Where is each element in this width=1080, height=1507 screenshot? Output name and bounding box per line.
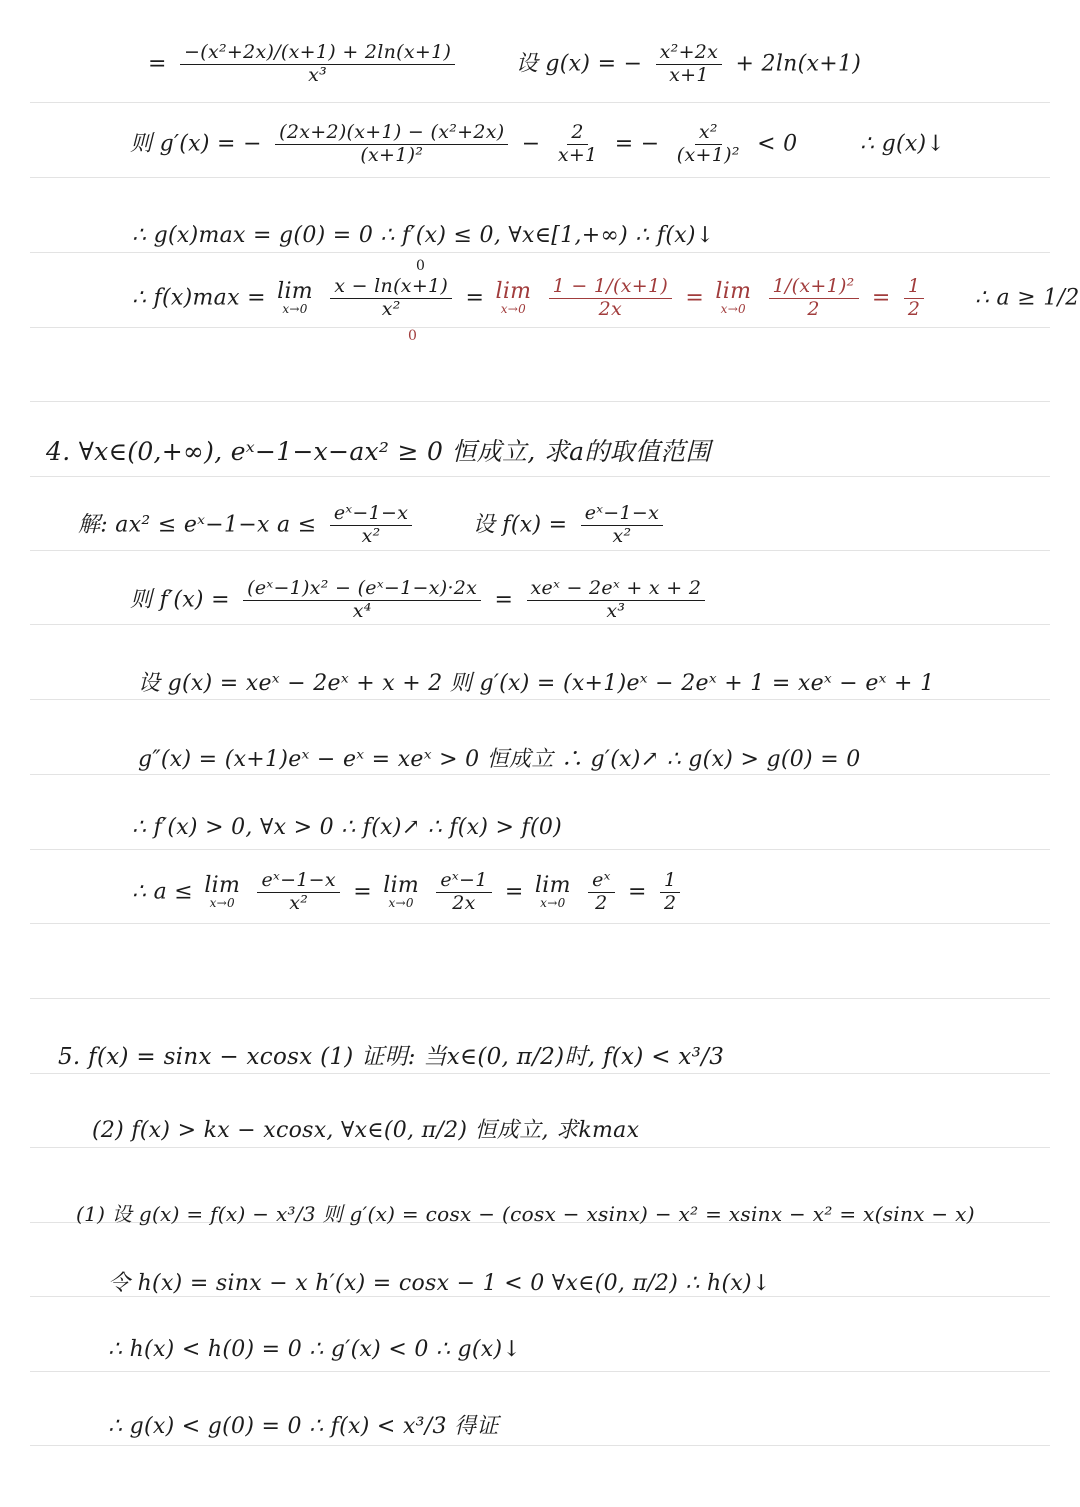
prev-l1-fraction <box>180 42 455 87</box>
q4-l1-lead: 解: ax² ≤ eˣ−1−x a ≤ <box>78 512 317 538</box>
prev-l2-n1: (2x+2)(x+1) − (x²+2x) <box>275 122 508 145</box>
q4-l6-sub-2: x→0 <box>388 895 414 910</box>
prev-l4-d1: x² <box>381 297 401 320</box>
prev-l4-lim-sub-3: x→0 <box>720 301 746 316</box>
prev-l1-lead: = <box>148 51 167 77</box>
q4-l6-frac-1 <box>257 870 339 915</box>
q4-l2-d1: x⁴ <box>352 599 372 622</box>
q4-l6-lead: ∴ a ≤ <box>132 879 194 905</box>
ruled-line <box>30 923 1050 924</box>
prev-l4-n4: 1 <box>904 276 924 299</box>
prev-l4-d4: 2 <box>907 297 921 320</box>
q4-l1-set: 设 f(x) = <box>472 512 568 538</box>
prev-l4-lim-3: lim <box>715 278 752 304</box>
q5-l3-text: ∴ h(x) < h(0) = 0 ∴ g′(x) < 0 ∴ g(x)↓ <box>108 1337 522 1362</box>
q5-l2-text: 令 h(x) = sinx − x h′(x) = cosx − 1 < 0 ∀x∈(0, π/2) ∴ h(x)↓ <box>108 1271 771 1296</box>
ruled-line <box>30 401 1050 402</box>
q4-line-4 <box>138 742 861 773</box>
prev-l2-concl: ∴ g(x)↓ <box>859 131 946 157</box>
prev-l2-d3: (x+1)² <box>676 143 740 166</box>
q4-l6-frac-2 <box>436 870 491 915</box>
prev-l4-frac-1 <box>330 276 452 321</box>
q4-l4-text: g″(x) = (x+1)eˣ − eˣ = xeˣ > 0 恒成立 ∴ g′(x)↗ ∴ g(x) > g(0) = 0 <box>138 747 861 772</box>
q4-l1-frac <box>330 503 412 548</box>
prev-l1-g-tail: + 2ln(x+1) <box>735 51 862 77</box>
prev-l4-concl: ∴ a ≥ 1/2 <box>974 285 1080 311</box>
prev-l4-small-zero: 0 <box>408 328 418 344</box>
ruled-line <box>30 102 1050 103</box>
prev-l4-limit-3 <box>715 278 752 316</box>
q4-line-3 <box>138 666 934 697</box>
q4-title-text: 4. ∀x∈(0,+∞), eˣ−1−x−ax² ≥ 0 恒成立, 求a的取值范围 <box>46 437 711 466</box>
q4-l6-d1: x² <box>289 891 309 914</box>
prev-line-3 <box>132 223 715 248</box>
q4-line-5 <box>132 815 562 840</box>
ruled-line <box>30 1445 1050 1446</box>
q5-line-2 <box>108 1266 771 1297</box>
ruled-line <box>30 624 1050 625</box>
prev-l1-den: x³ <box>308 63 328 86</box>
q4-l2-lead: 则 f′(x) = <box>130 587 230 613</box>
prev-l4-n2: 1 − 1/(x+1) <box>549 276 672 299</box>
ruled-line <box>30 550 1050 551</box>
prev-l2-d1: (x+1)² <box>360 143 424 166</box>
q4-l5-text: ∴ f′(x) > 0, ∀x > 0 ∴ f(x)↗ ∴ f(x) > f(0) <box>132 815 563 840</box>
q4-l2-n1: (eˣ−1)x² − (eˣ−1−x)·2x <box>243 578 481 601</box>
prev-line-1 <box>148 42 861 87</box>
prev-l4-limit-2 <box>495 278 532 316</box>
q4-l6-n4: 1 <box>660 870 680 893</box>
q4-l2-d2: x³ <box>606 599 626 622</box>
ruled-line <box>30 1371 1050 1372</box>
prev-line-4: ∴ f(x)max = lim x→0 $\frac{x - \ln(x+1)}{\text{x²}}$ = lim x→0 $\frac{1 - 1/(x+1)}{2x}$ = lim x→0 $\frac{\text{1/(x+1)²}}{2}$ = $\frac{1}{2}$ ∴ a ≥ 1/2 <box>132 275 1080 320</box>
prev-l3-small-zero: 0 <box>416 258 426 274</box>
prev-l4-d2: 2x <box>598 297 623 320</box>
prev-l4-frac-3 <box>769 276 859 321</box>
prev-l4-n1: x − ln(x+1) <box>330 276 452 299</box>
prev-l4-frac-4 <box>904 276 924 321</box>
q4-l6-lim-3: lim <box>534 872 571 898</box>
q4-l1-frac-2 <box>581 503 663 548</box>
q4-l6-sub-1: x→0 <box>209 895 235 910</box>
prev-l2-d2: x+1 <box>557 143 598 166</box>
q4-l6-lim-2: lim <box>383 872 420 898</box>
q4-l2-frac-2 <box>527 578 706 623</box>
q5-l1-text: (1) 设 g(x) = f(x) − x³/3 则 g′(x) = cosx − (cosx − xsinx) − x² = xsinx − x² = x(sinx − x) <box>76 1202 975 1226</box>
prev-l4-n3: 1/(x+1)² <box>769 276 859 299</box>
q5-part2-text: (2) f(x) > kx − xcosx, ∀x∈(0, π/2) 恒成立, 求kmax <box>92 1118 640 1143</box>
prev-l4-limit <box>277 278 313 316</box>
prev-l1-g-fraction <box>656 42 723 87</box>
q4-l6-d2: 2x <box>452 891 476 914</box>
q5-l4-text: ∴ g(x) < g(0) = 0 ∴ f(x) < x³/3 得证 <box>108 1414 499 1439</box>
prev-l2-frac-3 <box>673 122 744 167</box>
q4-l6-sub-3: x→0 <box>540 895 566 910</box>
q4-line-2: 则 f′(x) = $\frac{\text{(eˣ−1)x² − (eˣ−1−x)·2x}}{\text{x⁴}}$ = $\frac{\text{xeˣ − 2eˣ + x + 2}}{\text{x³}}$ <box>130 578 711 623</box>
ruled-line <box>30 849 1050 850</box>
q4-line-1 <box>78 503 669 548</box>
ruled-line <box>30 1073 1050 1074</box>
q4-l6-n2: eˣ−1 <box>436 870 491 893</box>
q4-l1-num-2: eˣ−1−x <box>581 503 663 526</box>
q4-l6-n3: eˣ <box>588 870 615 893</box>
prev-l4-lim-sub: x→0 <box>282 301 308 316</box>
q4-line-6: ∴ a ≤ lim x→0 $\frac{\text{eˣ−1−x}}{\text{x²}}$ = lim x→0 $\frac{\text{eˣ−1}}{2x}$ = lim x→0 $\frac{\text{eˣ}}{2}$ = $\frac{1}{2}$ <box>132 870 686 915</box>
prev-l2-lead: 则 g′(x) = − <box>130 131 262 157</box>
q5-line-4 <box>108 1409 499 1440</box>
prev-l2-n3: x² <box>695 122 722 145</box>
q4-l6-d3: 2 <box>595 891 608 914</box>
prev-l4-d3: 2 <box>807 297 820 320</box>
q4-l6-n1: eˣ−1−x <box>257 870 339 893</box>
prev-l4-lim-2: lim <box>495 278 532 304</box>
ruled-line <box>30 1147 1050 1148</box>
prev-l4-frac-2 <box>549 276 672 321</box>
prev-l1-g-den: x+1 <box>669 63 709 86</box>
q4-l2-frac-1 <box>243 578 481 623</box>
q5-line-1 <box>76 1198 975 1227</box>
q5-title <box>58 1038 724 1071</box>
ruled-line <box>30 252 1050 253</box>
q4-l1-den: x² <box>361 524 381 547</box>
q4-l6-limit-2 <box>383 872 420 910</box>
ruled-line <box>30 699 1050 700</box>
q4-l6-frac-3 <box>588 870 615 915</box>
prev-l4-lim: lim <box>277 278 313 304</box>
prev-line-2 <box>130 122 945 167</box>
ruled-line <box>30 774 1050 775</box>
prev-l2-mid: − <box>521 131 541 157</box>
prev-l4-lim-sub-2: x→0 <box>500 301 527 316</box>
prev-l2-tail: < 0 <box>757 131 798 157</box>
prev-l2-frac-2 <box>554 122 602 167</box>
prev-l2-frac-1 <box>275 122 508 167</box>
q4-l6-limit-3 <box>534 872 571 910</box>
ruled-line <box>30 327 1050 328</box>
prev-l4-lead: ∴ f(x)max = <box>132 285 266 311</box>
q5-part-2 <box>92 1113 639 1144</box>
q4-l1-num: eˣ−1−x <box>330 503 412 526</box>
prev-l2-eq: = − <box>614 131 660 157</box>
q5-line-3 <box>108 1337 521 1362</box>
q4-l6-d4: 2 <box>663 891 677 914</box>
q4-l3-text: 设 g(x) = xeˣ − 2eˣ + x + 2 则 g′(x) = (x+1)eˣ − 2eˣ + 1 = xeˣ − eˣ + 1 <box>138 671 935 696</box>
ruled-line <box>30 177 1050 178</box>
prev-l2-n2: 2 <box>567 122 587 145</box>
q4-l1-den-2: x² <box>612 524 632 547</box>
prev-l3-text: ∴ g(x)max = g(0) = 0 ∴ f′(x) ≤ 0, ∀x∈[1,+∞) ∴ f(x)↓ <box>132 223 715 248</box>
prev-l1-num: −(x²+2x)/(x+1) + 2ln(x+1) <box>180 42 455 65</box>
q5-title-text: 5. f(x) = sinx − xcosx (1) 证明: 当x∈(0, π/2)时, f(x) < x³/3 <box>58 1044 725 1070</box>
q4-l6-frac-4 <box>660 870 680 915</box>
ruled-line <box>30 998 1050 999</box>
q4-l6-lim-1: lim <box>204 872 241 898</box>
prev-l1-set: 设 g(x) = − <box>515 51 643 77</box>
q4-l2-n2: xeˣ − 2eˣ + x + 2 <box>527 578 706 601</box>
q4-l6-limit-1 <box>204 872 241 910</box>
q4-title <box>46 432 711 468</box>
prev-l1-g-num: x²+2x <box>656 42 723 65</box>
ruled-line <box>30 476 1050 477</box>
